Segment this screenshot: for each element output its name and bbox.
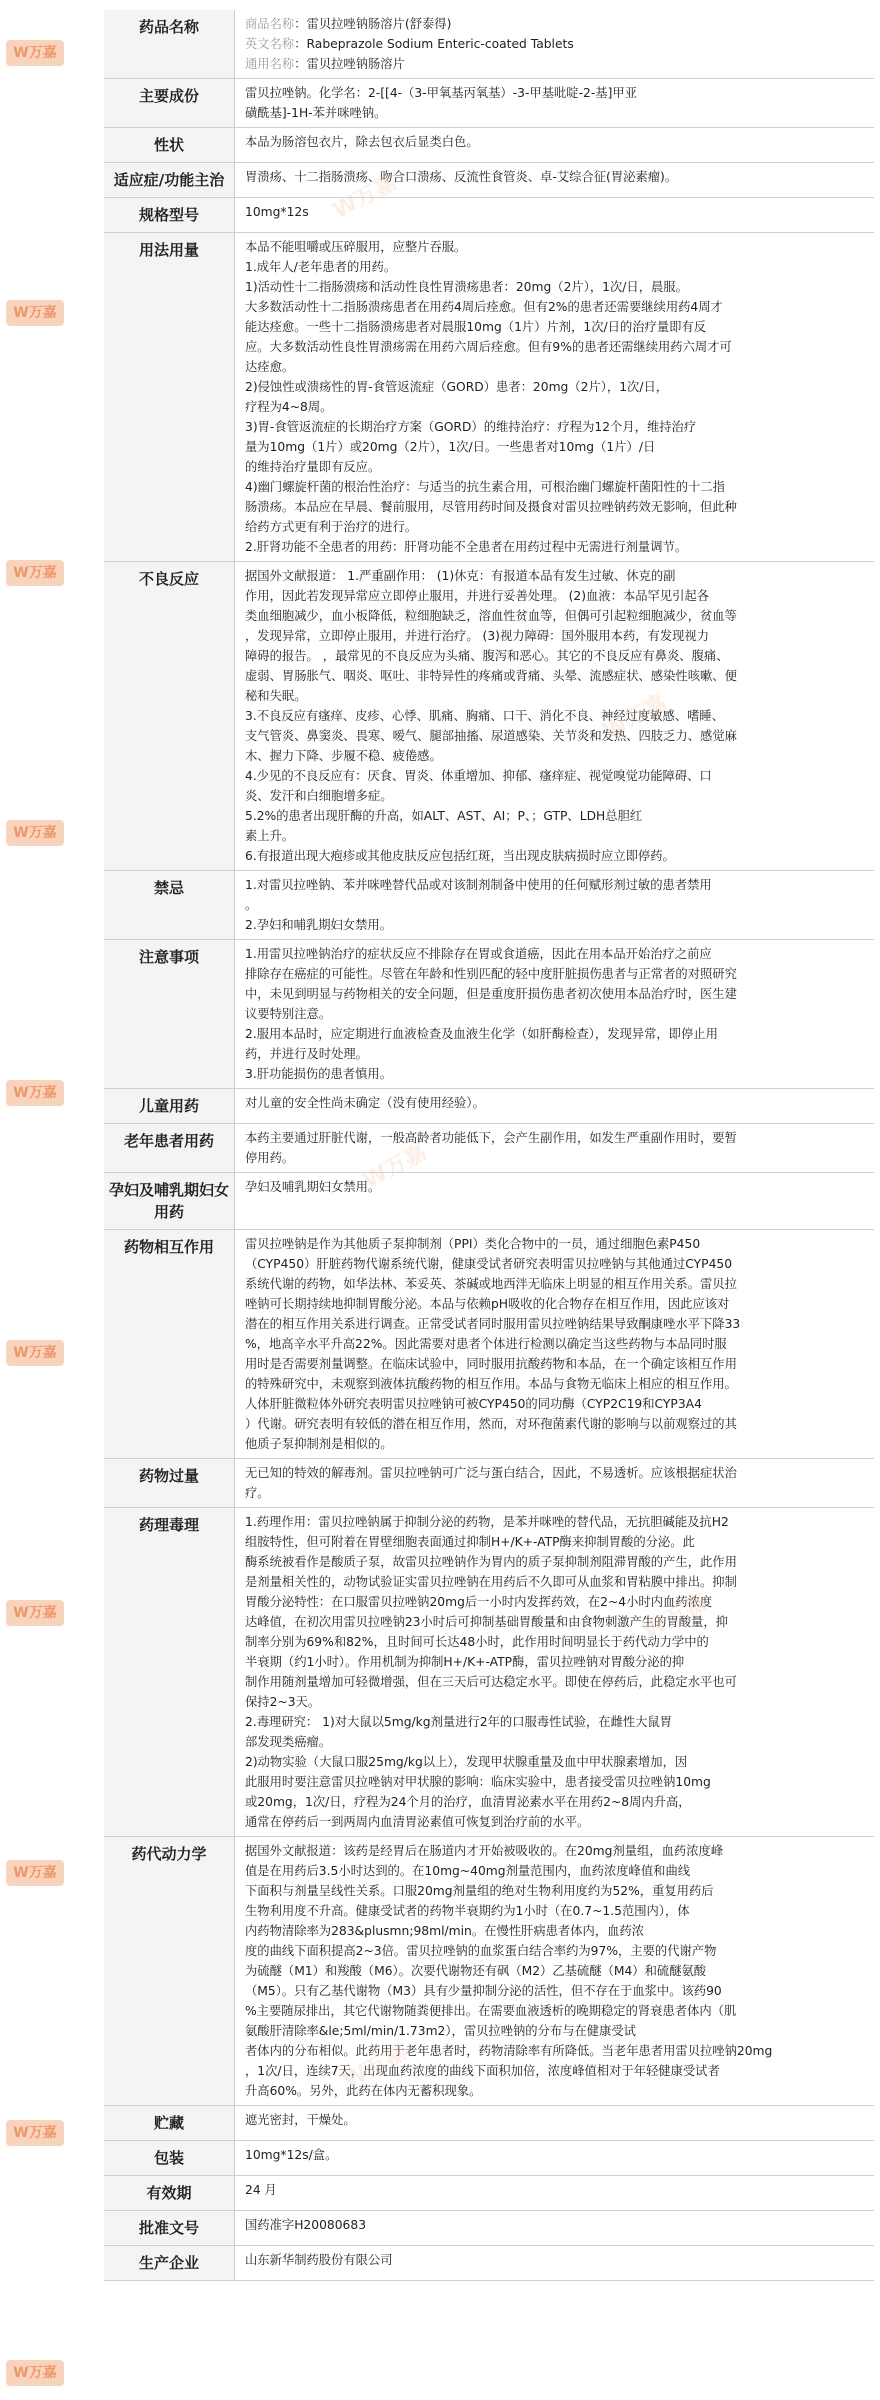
- text-line: 本药主要通过肝脏代谢，一般高龄者功能低下，会产生副作用，如发生严重副作用时，要暂: [245, 1131, 737, 1145]
- text-line: 6.有报道出现大疱疹或其他皮肤反应包括红斑，当出现皮肤病损时应立即停药。: [245, 849, 675, 863]
- text-line: 对儿童的安全性尚未确定（没有使用经验）。: [245, 1096, 485, 1110]
- value-package: [235, 2141, 875, 2176]
- value-storage: [235, 2106, 875, 2141]
- row-pk: [104, 1837, 874, 2106]
- text-line: 3)胃-食管返流症的长期治疗方案（GORD）的维持治疗：疗程为12个月，维持治疗: [245, 420, 697, 434]
- row-contra: [104, 871, 874, 940]
- text-line: （M5）。只有乙基代谢物（M3）具有少量抑制分泌的活性，但不存在于血浆中。该药90: [245, 1984, 722, 1998]
- text-line: 人体肝脏微粒体外研究表明雷贝拉唑钠可被CYP450的同功酶（CYP2C19和CYP3A4: [245, 1397, 702, 1411]
- label-interaction: 药物相互作用: [104, 1230, 235, 1459]
- text-line: 胃溃疡、十二指肠溃疡、吻合口溃疡、反流性食管炎、卓-艾综合征(胃泌素瘤)。: [245, 170, 678, 184]
- text-line: 保持2~3天。: [245, 1695, 321, 1709]
- text-line: 制作用随剂量增加可轻微增强，但在三天后可达稳定水平。即使在停药后，此稳定水平也可: [245, 1675, 737, 1689]
- text-line: 中，未见到明显与药物相关的安全问题，但是重度肝损伤患者初次使用本品治疗时，医生建: [245, 987, 737, 1001]
- text-line: 通常在停药后一到两周内血清胃泌素值可恢复到治疗前的水平。: [245, 1815, 590, 1829]
- value-pk: [235, 1837, 875, 2106]
- text-line: 氨酸肝清除率&le;5ml/min/1.73m2），雷贝拉唑钠的分布与在健康受试: [245, 2024, 636, 2038]
- watermark-logo: W万嘉: [6, 560, 64, 586]
- row-drug-name: [104, 10, 874, 79]
- text-line: 10mg*12s/盒。: [245, 2148, 338, 2162]
- text-line: 4.少见的不良反应有：厌食、胃炎、体重增加、抑郁、瘙痒症、视觉嗅觉功能障碍、口: [245, 769, 712, 783]
- value-spec: [235, 198, 875, 233]
- row-character: [104, 128, 874, 163]
- text-line: 组胺特性，但可附着在胃壁细胞表面通过抑制H+/K+-ATP酶来抑制胃酸的分泌。此: [245, 1535, 695, 1549]
- text-line: 类血细胞减少，血小板降低，粒细胞缺乏，溶血性贫血等，但偶可引起粒细胞减少，贫血等: [245, 609, 737, 623]
- label-elderly: 老年患者用药: [104, 1124, 235, 1173]
- text-line: 的特殊研究中，未观察到液体抗酸药物的相互作用。本品与食物无临床上相应的相互作用。: [245, 1377, 737, 1391]
- text-line: 此服用时要注意雷贝拉唑钠对甲状腺的影响：临床实验中，患者接受雷贝拉唑钠10mg: [245, 1775, 711, 1789]
- value-adverse: [235, 562, 875, 871]
- name-line: 商品名称：雷贝拉唑钠肠溶片(舒泰得): [245, 17, 452, 31]
- text-line: 达痊愈。: [245, 360, 295, 374]
- value-approval: [235, 2211, 875, 2246]
- row-pregnancy: [104, 1173, 874, 1230]
- text-line: 据国外文献报道： 1.严重副作用： (1)休克：有报道本品有发生过敏、休克的副: [245, 569, 676, 583]
- row-spec: [104, 198, 874, 233]
- text-line: 唑钠可长期持续地抑制胃酸分泌。本品与依赖pH吸收的化合物存在相互作用，因此应该对: [245, 1297, 730, 1311]
- text-line: 木、握力下降、步履不稳、疲倦感。: [245, 749, 442, 763]
- row-package: [104, 2141, 874, 2176]
- value-caution: [235, 940, 875, 1089]
- text-line: 应。大多数活动性良性胃溃疡需在用药六周后痊愈。但有9%的患者还需继续用药六周才可: [245, 340, 732, 354]
- label-indication: 适应症/功能主治: [104, 163, 235, 198]
- value-pregnancy: [235, 1173, 875, 1230]
- text-line: 酶系统被看作是酸质子泵，故雷贝拉唑钠作为胃内的质子泵抑制剂阻滞胃酸的产生，此作用: [245, 1555, 737, 1569]
- text-line: 疗。: [245, 1486, 270, 1500]
- text-line: 内药物清除率为283&plusmn;98ml/min。在慢性肝病患者体内，血药浓: [245, 1924, 645, 1938]
- text-line: 孕妇及哺乳期妇女禁用。: [245, 1180, 381, 1194]
- row-interaction: [104, 1230, 874, 1459]
- text-line: 5.2%的患者出现肝酶的升高，如ALT、AST、AI；P、；GTP、LDH总胆红: [245, 809, 643, 823]
- watermark-text: W万嘉: [339, 2040, 412, 2095]
- value-usage: [235, 233, 875, 562]
- text-line: 量为10mg（1片）或20mg（2片），1次/日。一些患者对10mg（1片）/日: [245, 440, 656, 454]
- text-line: 支气管炎、鼻窦炎、畏寒、嗳气、腿部抽搐、尿道感染、关节炎和发热、四肢乏力、感觉麻: [245, 729, 737, 743]
- row-indication: [104, 163, 874, 198]
- text-line: 2.毒理研究： 1)对大鼠以5mg/kg剂量进行2年的口服毒性试验，在雌性大鼠胃: [245, 1715, 673, 1729]
- label-validity: 有效期: [104, 2176, 235, 2211]
- name-line: 通用名称：雷贝拉唑钠肠溶片: [245, 57, 405, 71]
- text-line: 1.成年人/老年患者的用药。: [245, 260, 397, 274]
- watermark-logo: W万嘉: [6, 1080, 64, 1106]
- text-line: 度的曲线下面积提高2~3倍。雷贝拉唑钠的血浆蛋白结合率约为97%，主要的代谢产物: [245, 1944, 717, 1958]
- text-line: 1)活动性十二指肠溃疡和活动性良性胃溃疡患者：20mg（2片），1次/日，晨服。: [245, 280, 688, 294]
- text-line: 为硫醚（M1）和羧酸（M6）。次要代谢物还有砜（M2）乙基硫醚（M4）和硫醚氨酸: [245, 1964, 707, 1978]
- watermark-logo: W万嘉: [6, 40, 64, 66]
- watermark-text: W万嘉: [599, 690, 672, 745]
- label-caution: 注意事项: [104, 940, 235, 1089]
- value-validity: [235, 2176, 875, 2211]
- text-line: 是剂量相关性的，动物试验证实雷贝拉唑钠在用药后不久即可从血浆和胃粘膜中排出。抑制: [245, 1575, 737, 1589]
- text-line: 或20mg，1次/日，疗程为24个月的治疗，血清胃泌素水平在用药2~8周内升高，: [245, 1795, 691, 1809]
- row-usage: [104, 233, 874, 562]
- text-line: ）代谢。研究表明有较低的潜在相互作用，然而，对环孢菌素代谢的影响与以前观察过的其: [245, 1417, 737, 1431]
- value-contra: [235, 871, 875, 940]
- value-toxicology: [235, 1508, 875, 1837]
- text-line: 雷贝拉唑钠是作为其他质子泵抑制剂（PPI）类化合物中的一员，通过细胞色素P450: [245, 1237, 701, 1251]
- row-caution: [104, 940, 874, 1089]
- text-line: 2.孕妇和哺乳期妇女禁用。: [245, 918, 392, 932]
- row-approval: [104, 2211, 874, 2246]
- text-line: 据国外文献报道：该药是经胃后在肠道内才开始被吸收的。在20mg剂量组，血药浓度峰: [245, 1844, 724, 1858]
- text-line: 的维持治疗量即有反应。: [245, 460, 381, 474]
- text-line: 。: [245, 898, 258, 912]
- text-line: 1.药理作用：雷贝拉唑钠属于抑制分泌的药物，是苯并咪唑的替代品，无抗胆碱能及抗H2: [245, 1515, 729, 1529]
- watermark-logo: W万嘉: [6, 300, 64, 326]
- label-spec: 规格型号: [104, 198, 235, 233]
- value-manufacturer: [235, 2246, 875, 2281]
- text-line: （CYP450）肝脏药物代谢系统代谢，健康受试者研究表明雷贝拉唑钠与其他通过CYP450: [245, 1257, 733, 1271]
- name-line: 英文名称：Rabeprazole Sodium Enteric-coated Tablets: [245, 37, 574, 51]
- row-elderly: [104, 1124, 874, 1173]
- value-elderly: [235, 1124, 875, 1173]
- text-line: 值是在用药后3.5小时达到的。在10mg~40mg剂量范围内，血药浓度峰值和曲线: [245, 1864, 691, 1878]
- text-line: 4)幽门螺旋杆菌的根治性治疗：与适当的抗生素合用，可根治幽门螺旋杆菌阳性的十二指: [245, 480, 725, 494]
- row-validity: [104, 2176, 874, 2211]
- text-line: 3.肝功能损伤的患者慎用。: [245, 1067, 392, 1081]
- text-line: 制率分别为69%和82%，且时间可长达48小时，此作用时间明显长于药代动力学中的: [245, 1635, 709, 1649]
- text-line: 障碍的报告。 ，最常见的不良反应为头痛、腹泻和恶心。其它的不良反应有鼻炎、腹痛、: [245, 649, 729, 663]
- label-children: 儿童用药: [104, 1089, 235, 1124]
- text-line: 本品不能咀嚼或压碎服用，应整片吞服。: [245, 240, 467, 254]
- text-line: 秘和失眠。: [245, 689, 307, 703]
- text-line: 达峰值，在初次用雷贝拉唑钠23小时后可抑制基础胃酸量和由食物刺激产生的胃酸量，抑: [245, 1615, 728, 1629]
- value-drug-name: [235, 10, 875, 79]
- label-adverse: 不良反应: [104, 562, 235, 871]
- text-line: 遮光密封，干燥处。: [245, 2113, 356, 2127]
- watermark-logo: W万嘉: [6, 1860, 64, 1886]
- label-pk: 药代动力学: [104, 1837, 235, 2106]
- text-line: 肠溃疡。本品应在早晨、餐前服用，尽管用药时间及摄食对雷贝拉唑钠药效无影响，但此种: [245, 500, 737, 514]
- watermark-logo: W万嘉: [6, 1340, 64, 1366]
- text-line: 虚弱、胃肠胀气、咽炎、呕吐、非特异性的疼痛或背痛、头晕、流感症状、感染性咳嗽、便: [245, 669, 737, 683]
- text-line: 磺酰基]-1H-苯并咪唑钠。: [245, 106, 387, 120]
- text-line: 给药方式更有利于治疗的进行。: [245, 520, 418, 534]
- text-line: 议要特别注意。: [245, 1007, 332, 1021]
- text-line: 炎、发汗和白细胞增多症。: [245, 789, 393, 803]
- text-line: 生物利用度不升高。健康受试者的药物半衰期约为1小时（在0.7~1.5范围内），体: [245, 1904, 690, 1918]
- row-storage: [104, 2106, 874, 2141]
- row-overdose: [104, 1459, 874, 1508]
- text-line: 10mg*12s: [245, 205, 309, 219]
- watermark-logo: W万嘉: [6, 2360, 64, 2386]
- text-line: 停用药。: [245, 1151, 295, 1165]
- label-overdose: 药物过量: [104, 1459, 235, 1508]
- text-line: 部发现类癌瘤。: [245, 1735, 332, 1749]
- text-line: 用时是否需要剂量调整。在临床试验中，同时服用抗酸药物和本品，在一个确定该相互作用: [245, 1357, 737, 1371]
- text-line: 1.对雷贝拉唑钠、苯并咪唑替代品或对该制剂制备中使用的任何赋形剂过敏的患者禁用: [245, 878, 712, 892]
- text-line: 系统代谢的药物，如华法林、苯妥英、茶碱或地西泮无临床上明显的相互作用关系。雷贝拉: [245, 1277, 737, 1291]
- label-storage: 贮藏: [104, 2106, 235, 2141]
- text-line: 升高60%。另外，此药在体内无蓄积现象。: [245, 2084, 482, 2098]
- text-line: 下面积与剂量呈线性关系。口服20mg剂量组的绝对生物利用度约为52%，重复用药后: [245, 1884, 714, 1898]
- value-interaction: [235, 1230, 875, 1459]
- text-line: 1.用雷贝拉唑钠治疗的症状反应不排除存在胃或食道癌，因此在用本品开始治疗之前应: [245, 947, 712, 961]
- label-character: 性状: [104, 128, 235, 163]
- drug-spec-table: [104, 10, 874, 2281]
- watermark-logo: W万嘉: [6, 820, 64, 846]
- label-pregnancy: 孕妇及哺乳期妇女用药: [104, 1173, 235, 1230]
- value-children: [235, 1089, 875, 1124]
- value-ingredients: [235, 79, 875, 128]
- text-line: 2.服用本品时，应定期进行血液检查及血液生化学（如肝酶检查），发现异常，即停止用: [245, 1027, 718, 1041]
- label-contra: 禁忌: [104, 871, 235, 940]
- text-line: 排除存在癌症的可能性。尽管在年龄和性别匹配的轻中度肝脏损伤患者与正常者的对照研究: [245, 967, 737, 981]
- text-line: 国药准字H20080683: [245, 2218, 367, 2232]
- watermark-text: W万嘉: [639, 1590, 712, 1645]
- text-line: %，地高辛水平升高22%。因此需要对患者个体进行检测以确定当这些药物与本品同时服: [245, 1337, 727, 1351]
- text-line: ，发现异常，立即停止服用，并进行治疗。 (3)视力障碍：国外服用本药，有发现视力: [245, 629, 710, 643]
- row-manufacturer: [104, 2246, 874, 2281]
- watermark-logo: W万嘉: [6, 2120, 64, 2146]
- text-line: 能达痊愈。一些十二指肠溃疡患者对晨服10mg（1片）片剂，1次/日的治疗量即有反: [245, 320, 707, 334]
- label-usage: 用法用量: [104, 233, 235, 562]
- watermark-logo: W万嘉: [6, 1600, 64, 1626]
- text-line: 3.不良反应有瘙痒、皮疹、心悸、肌痛、胸痛、口干、消化不良、神经过度敏感、嗜睡、: [245, 709, 725, 723]
- label-manufacturer: 生产企业: [104, 2246, 235, 2281]
- text-line: 2)侵蚀性或溃疡性的胃-食管返流症（GORD）患者：20mg（2片），1次/日，: [245, 380, 669, 394]
- text-line: 2)动物实验（大鼠口服25mg/kg以上），发现甲状腺重量及血中甲状腺素增加，因: [245, 1755, 688, 1769]
- text-line: 本品为肠溶包衣片，除去包衣后显类白色。: [245, 135, 479, 149]
- text-line: 大多数活动性十二指肠溃疡患者在用药4周后痊愈。但有2%的患者还需要继续用药4周才: [245, 300, 723, 314]
- text-line: 2.肝肾功能不全患者的用药：肝肾功能不全患者在用药过程中无需进行剂量调节。: [245, 540, 688, 554]
- text-line: %主要随尿排出，其它代谢物随粪便排出。在需要血液透析的晚期稳定的肾衰患者体内（肌: [245, 2004, 737, 2018]
- text-line: 半衰期（约1小时）。作用机制为抑制H+/K+-ATP酶，雷贝拉唑钠对胃酸分泌的抑: [245, 1655, 685, 1669]
- text-line: 作用，因此若发现异常应立即停止服用，并进行妥善处理。 (2)血液：本品罕见引起各: [245, 589, 710, 603]
- label-ingredients: 主要成份: [104, 79, 235, 128]
- text-line: ，1次/日，连续7天，出现血药浓度的曲线下面积加倍，浓度峰值相对于年轻健康受试者: [245, 2064, 720, 2078]
- row-adverse: [104, 562, 874, 871]
- label-toxicology: 药理毒理: [104, 1508, 235, 1837]
- watermark-text: W万嘉: [329, 170, 402, 225]
- text-line: 潜在的相互作用关系进行调查。正常受试者同时服用雷贝拉唑钠结果导致酮康唑水平下降33: [245, 1317, 741, 1331]
- row-ingredients: [104, 79, 874, 128]
- watermark-text: W万嘉: [359, 1140, 432, 1195]
- text-line: 雷贝拉唑钠。化学名：2-[[4-（3-甲氧基丙氧基）-3-甲基吡啶-2-基]甲亚: [245, 86, 637, 100]
- value-indication: [235, 163, 875, 198]
- text-line: 药，并进行及时处理。: [245, 1047, 368, 1061]
- text-line: 者体内的分布相似。此药用于老年患者时，药物清除率有所降低。当老年患者用雷贝拉唑钠20mg: [245, 2044, 773, 2058]
- label-package: 包装: [104, 2141, 235, 2176]
- text-line: 山东新华制药股份有限公司: [245, 2253, 393, 2267]
- text-line: 24 月: [245, 2183, 277, 2197]
- label-approval: 批准文号: [104, 2211, 235, 2246]
- value-overdose: [235, 1459, 875, 1508]
- label-drug-name: 药品名称: [104, 10, 235, 79]
- text-line: 他质子泵抑制剂是相似的。: [245, 1437, 393, 1451]
- text-line: 素上升。: [245, 829, 295, 843]
- row-children: [104, 1089, 874, 1124]
- row-toxicology: [104, 1508, 874, 1837]
- text-line: 无已知的特效的解毒剂。雷贝拉唑钠可广泛与蛋白结合，因此，不易透析。应该根据症状治: [245, 1466, 737, 1480]
- text-line: 疗程为4~8周。: [245, 400, 333, 414]
- text-line: 胃酸分泌特性：在口服雷贝拉唑钠20mg后一小时内发挥药效，在2~4小时内血药浓度: [245, 1595, 713, 1609]
- value-character: [235, 128, 875, 163]
